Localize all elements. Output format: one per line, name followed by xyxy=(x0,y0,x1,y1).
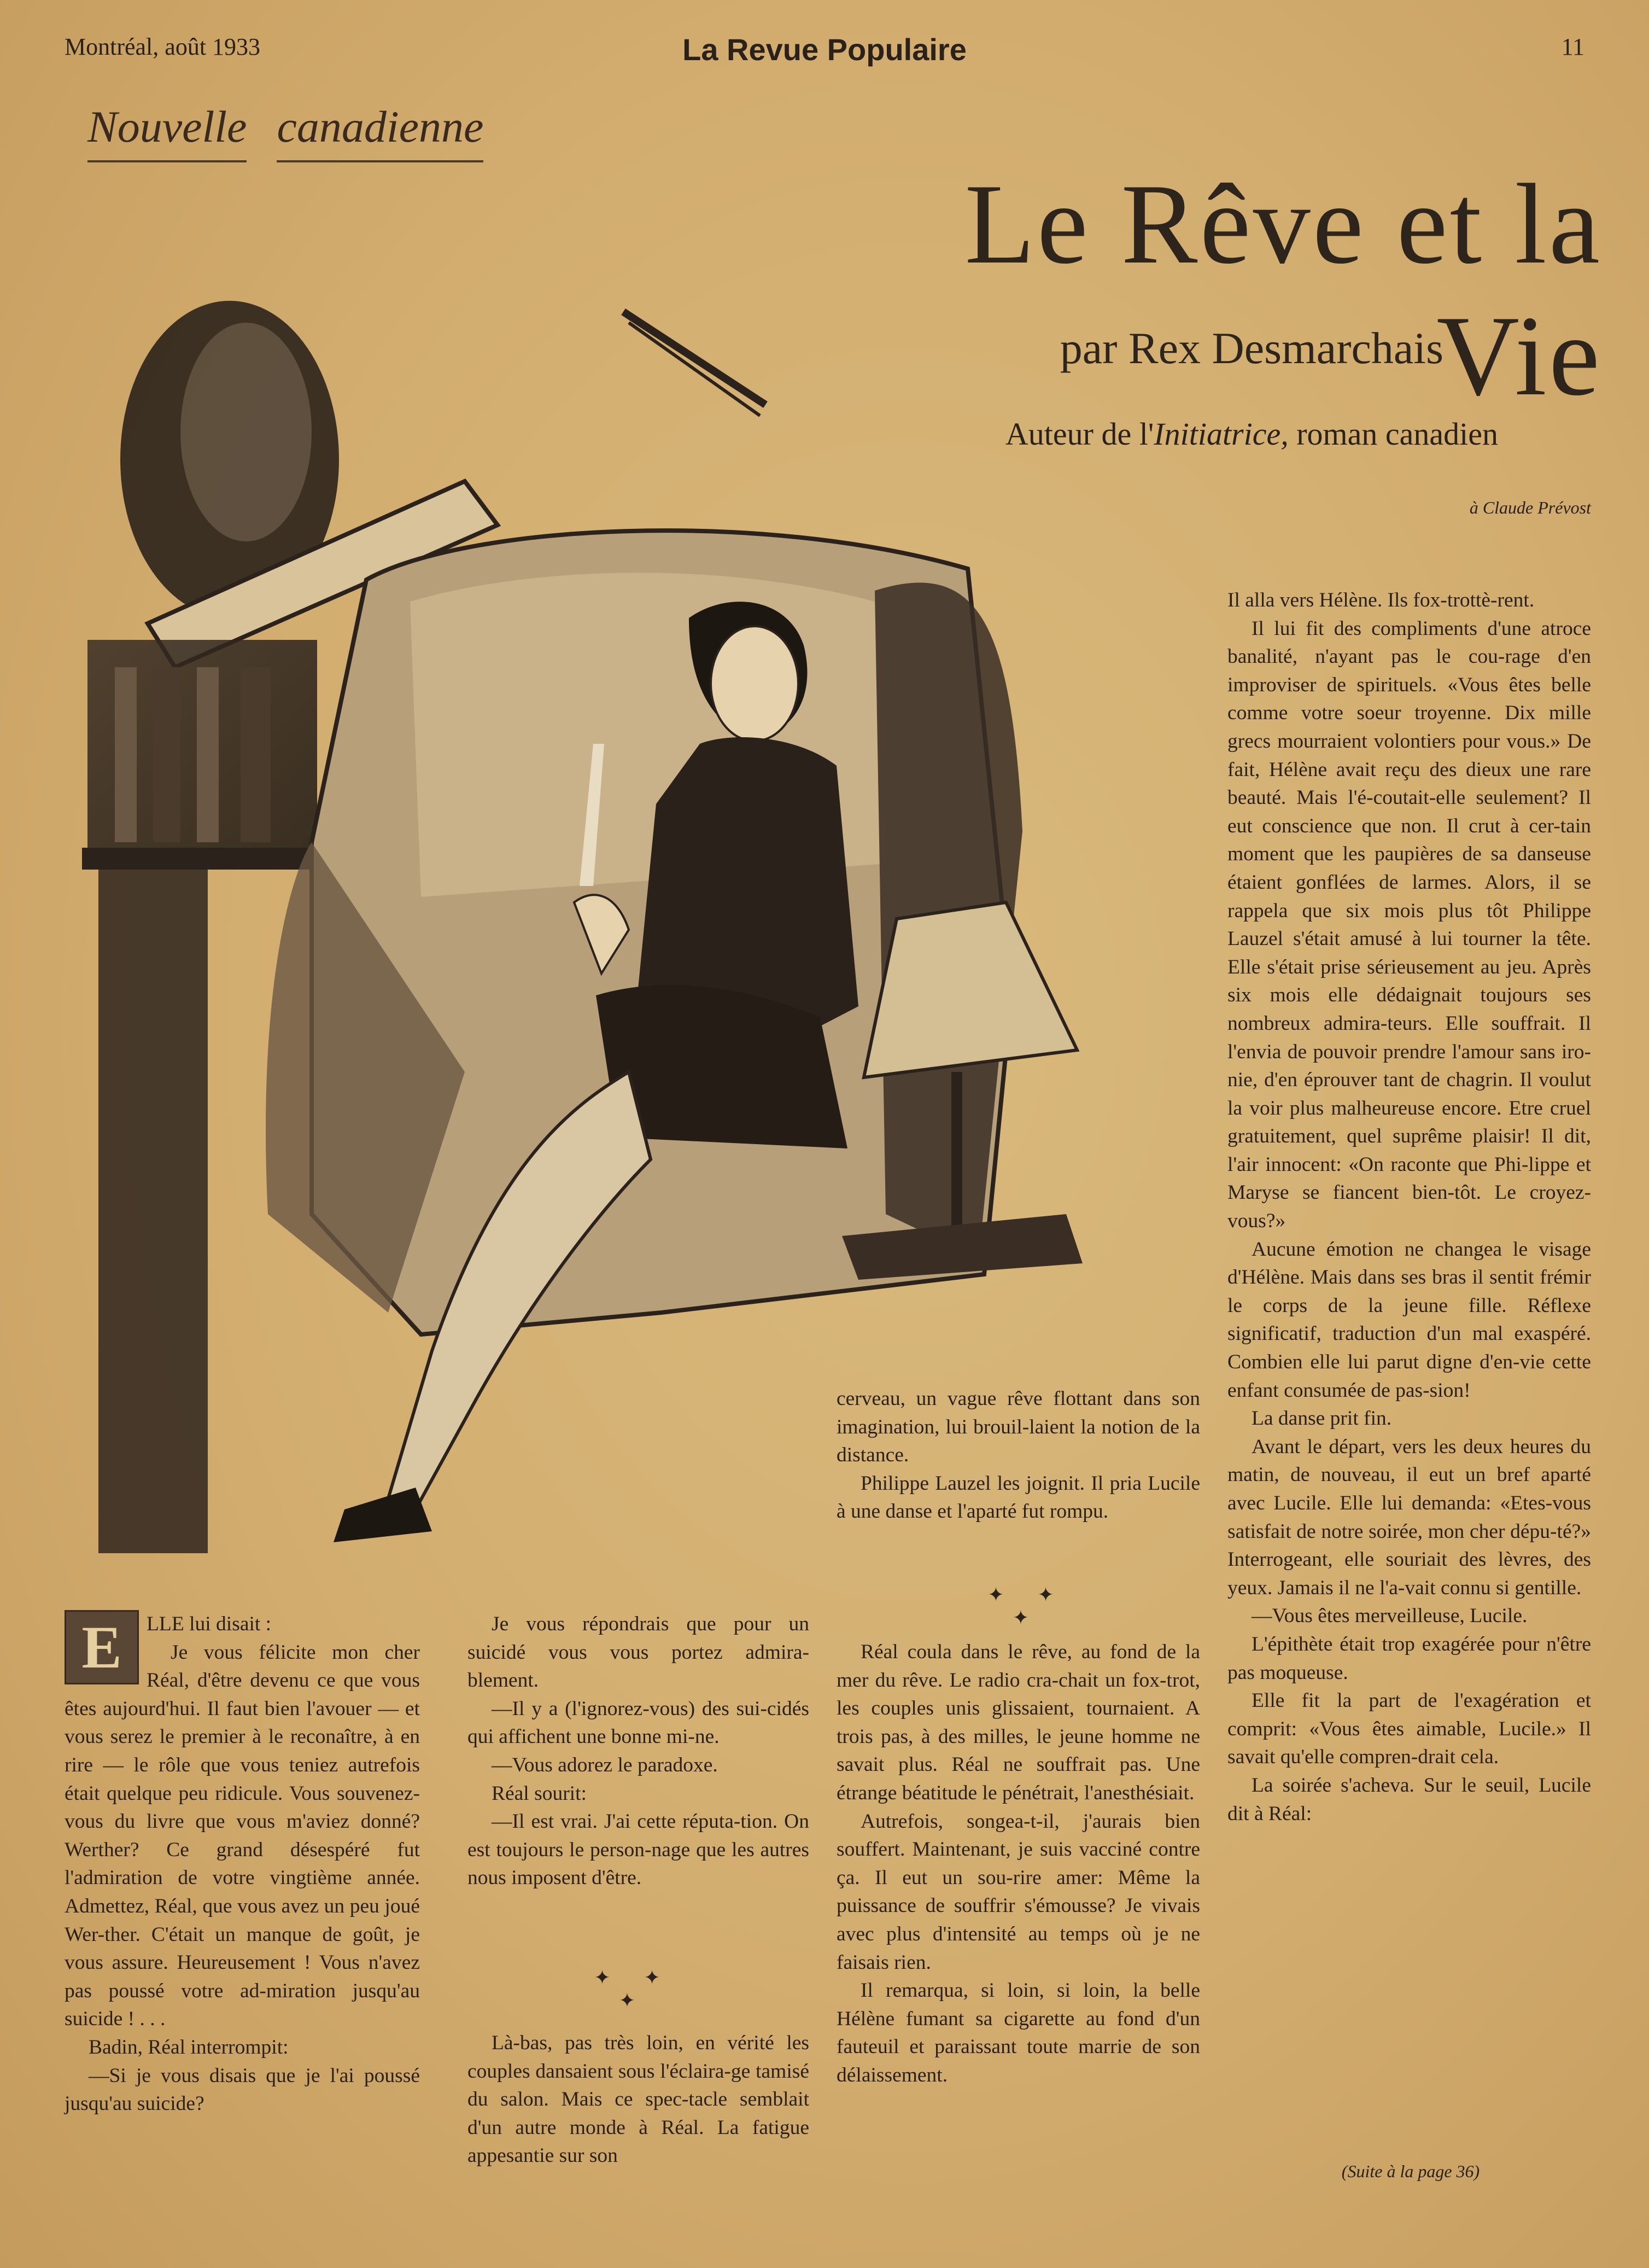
continuation-note: (Suite à la page 36) xyxy=(1341,2161,1480,2181)
article-column-2-bottom xyxy=(467,2029,809,2170)
opening-line: LLE lui disait : xyxy=(147,1613,272,1635)
paragraph: La soirée s'acheva. Sur le seuil, Lucile dit à Réal: xyxy=(1227,1774,1591,1825)
paragraph: —Il y a (l'ignorez-vous) des sui-cidés qui affichent une bonne mi-ne. xyxy=(467,1697,809,1748)
page-number: 11 xyxy=(1561,33,1584,60)
issue-date: Montréal, août 1933 xyxy=(65,33,261,60)
paragraph: —Il est vrai. J'ai cette réputa-tion. On est toujours le person-nage que les autres nous imposent d'être. xyxy=(467,1810,809,1890)
paragraph: Philippe Lauzel les joignit. Il pria Lucile à une danse et l'aparté fut rompu. xyxy=(837,1472,1200,1523)
article-column-4 xyxy=(1227,586,1591,1828)
paragraph: Elle fit la part de l'exagération et comprit: «Vous êtes aimable, Lucile.» Il savait qu'elle compren-drait cela. xyxy=(1227,1689,1591,1769)
paragraph: Là-bas, pas très loin, en vérité les couples dansaient sous l'éclaira-ge tamisé du salon. Mais ce spec-tacle semblait d'un autre monde à Réal. La fatigue appesantie sur son xyxy=(467,2032,809,2167)
author-note-prefix: Auteur de l' xyxy=(1005,416,1154,452)
paragraph: Aucune émotion ne changea le visage d'Hélène. Mais dans ses bras il sentit frémir le corps de la jeune fille. Réflexe significatif, traduction d'un mal exaspéré. Combien elle lui parut digne d'en-vie cette enfant consumée de pas-sion! xyxy=(1227,1238,1591,1402)
paragraph: Je vous félicite mon cher Réal, d'être devenu ce que vous êtes aujourd'hui. Il faut bien l'avouer — et vous serez le premier à le reconaître, à en rire — le rôle que vous teniez autrefois était quelque peu ridicule. Vous souvenez-vous du livre que vous m'aviez donné? Werther? Ce grand désespéré fut l'admiration de votre vingtième année. Admettez, Réal, que vous avez un peu joué Wer-ther. C'était un manque de goût, je vous assure. Heureusement ! Vous n'avez pas poussé votre ad-miration jusqu'au suicide ! . . . xyxy=(65,1641,420,2031)
paragraph: —Vous êtes merveilleuse, Lucile. xyxy=(1252,1605,1528,1628)
dedication: à Claude Prévost xyxy=(1469,498,1591,517)
paragraph: Avant le départ, vers les deux heures du matin, de nouveau, il eut un bref aparté avec Lucile. Elle lui demanda: «Etes-vous satisfait de notre soirée, mon cher dépu-té?» Interrogeant, elle souriait des lèvres, des yeux. Jamais il ne l'a-vait connu si gentille. xyxy=(1227,1435,1591,1599)
book-title: Initiatrice, xyxy=(1154,416,1289,452)
section-break-stars: ✦ ✦ ✦ xyxy=(594,1967,675,2012)
paragraph: —Vous adorez le paradoxe. xyxy=(492,1753,718,1776)
story-byline: par Rex Desmarchais xyxy=(1060,323,1443,373)
paragraph: —Si je vous disais que je l'ai poussé jusqu'au suicide? xyxy=(65,2064,420,2115)
drop-cap: E xyxy=(65,1610,139,1684)
article-column-3-top xyxy=(837,1385,1200,1526)
section-kicker xyxy=(87,101,483,162)
section-break-stars: ✦ ✦ ✦ xyxy=(987,1584,1068,1629)
kicker-word-2: canadienne xyxy=(277,101,483,162)
magazine-title: La Revue Populaire xyxy=(682,32,967,67)
story-title: Le Rêve et la Vie xyxy=(964,161,1602,419)
paragraph: Réal coula dans le rêve, au fond de la mer du rêve. Le radio cra-chait un fox-trot, les couples unis glissaient, tournaient. A trois pas, à des milles, le jeune homme ne savait plus. Réal ne souffrait pas. Une étrange béatitude le pénétrait, l'anesthésiait. xyxy=(837,1641,1200,1804)
paragraph: Autrefois, songea-t-il, j'aurais bien souffert. Maintenant, je suis vacciné contre ça. Il eut un sou-rire amer: Même la puissance de souffrir s'émousse? Je vivais avec plus d'intensité au temps où je ne faisais rien. xyxy=(837,1810,1200,1974)
kicker-word-1: Nouvelle xyxy=(87,101,247,162)
paragraph: Il remarqua, si loin, si loin, la belle Hélène fumant sa cigarette au fond d'un fauteuil et paraissant toute marrie de son délaissement. xyxy=(837,1979,1200,2086)
article-column-2 xyxy=(467,1610,809,1892)
paragraph: Je vous répondrais que pour un suicidé vous vous portez admira-blement. xyxy=(467,1613,809,1692)
article-column-3-bottom xyxy=(837,1638,1200,2090)
paragraph: Il lui fit des compliments d'une atroce banalité, n'ayant pas le cou-rage d'en improviser de spirituels. «Vous êtes belle comme votre soeur troyenne. Dix mille grecs mourraient volontiers pour vous.» De fait, Hélène avait reçu des dieux une rare beauté. Mais l'é-coutait-elle seulement? Il eut conscience que non. Il crut à cer-tain moment que les paupières de sa danseuse étaient gonflées de larmes. Alors, il se rappela que six mois plus tôt Philippe Lauzel s'était amusé à lui tourner la tête. Elle s'était prise sérieusement au jeu. Après six mois elle dédaignait toujours ses nombreux admira-teurs. Elle souffrait. Il l'envia de pouvoir prendre l'amour sans iro-nie, d'en éprouver tant de chagrin. Il voulut la voir plus malheureuse encore. Etre cruel gratuitement, quel suprême plaisir! Il dit, l'air innocent: «On raconte que Phi-lippe et Maryse se fiancent bien-tôt. Le croyez-vous?» xyxy=(1227,617,1591,1233)
paragraph: Badin, Réal interrompit: xyxy=(89,2036,289,2059)
paragraph: Réal sourit: xyxy=(492,1782,587,1805)
paragraph: L'épithète était trop exagérée pour n'être pas moqueuse. xyxy=(1227,1633,1591,1684)
paragraph: Il alla vers Hélène. Ils fox-trottè-rent. xyxy=(1227,589,1535,611)
author-note-suffix: roman canadien xyxy=(1288,416,1498,452)
paragraph: La danse prit fin. xyxy=(1252,1407,1392,1430)
article-column-1 xyxy=(65,1610,420,2118)
paragraph: cerveau, un vague rêve flottant dans son imagination, lui brouil-laient la notion de la distance. xyxy=(837,1387,1200,1467)
